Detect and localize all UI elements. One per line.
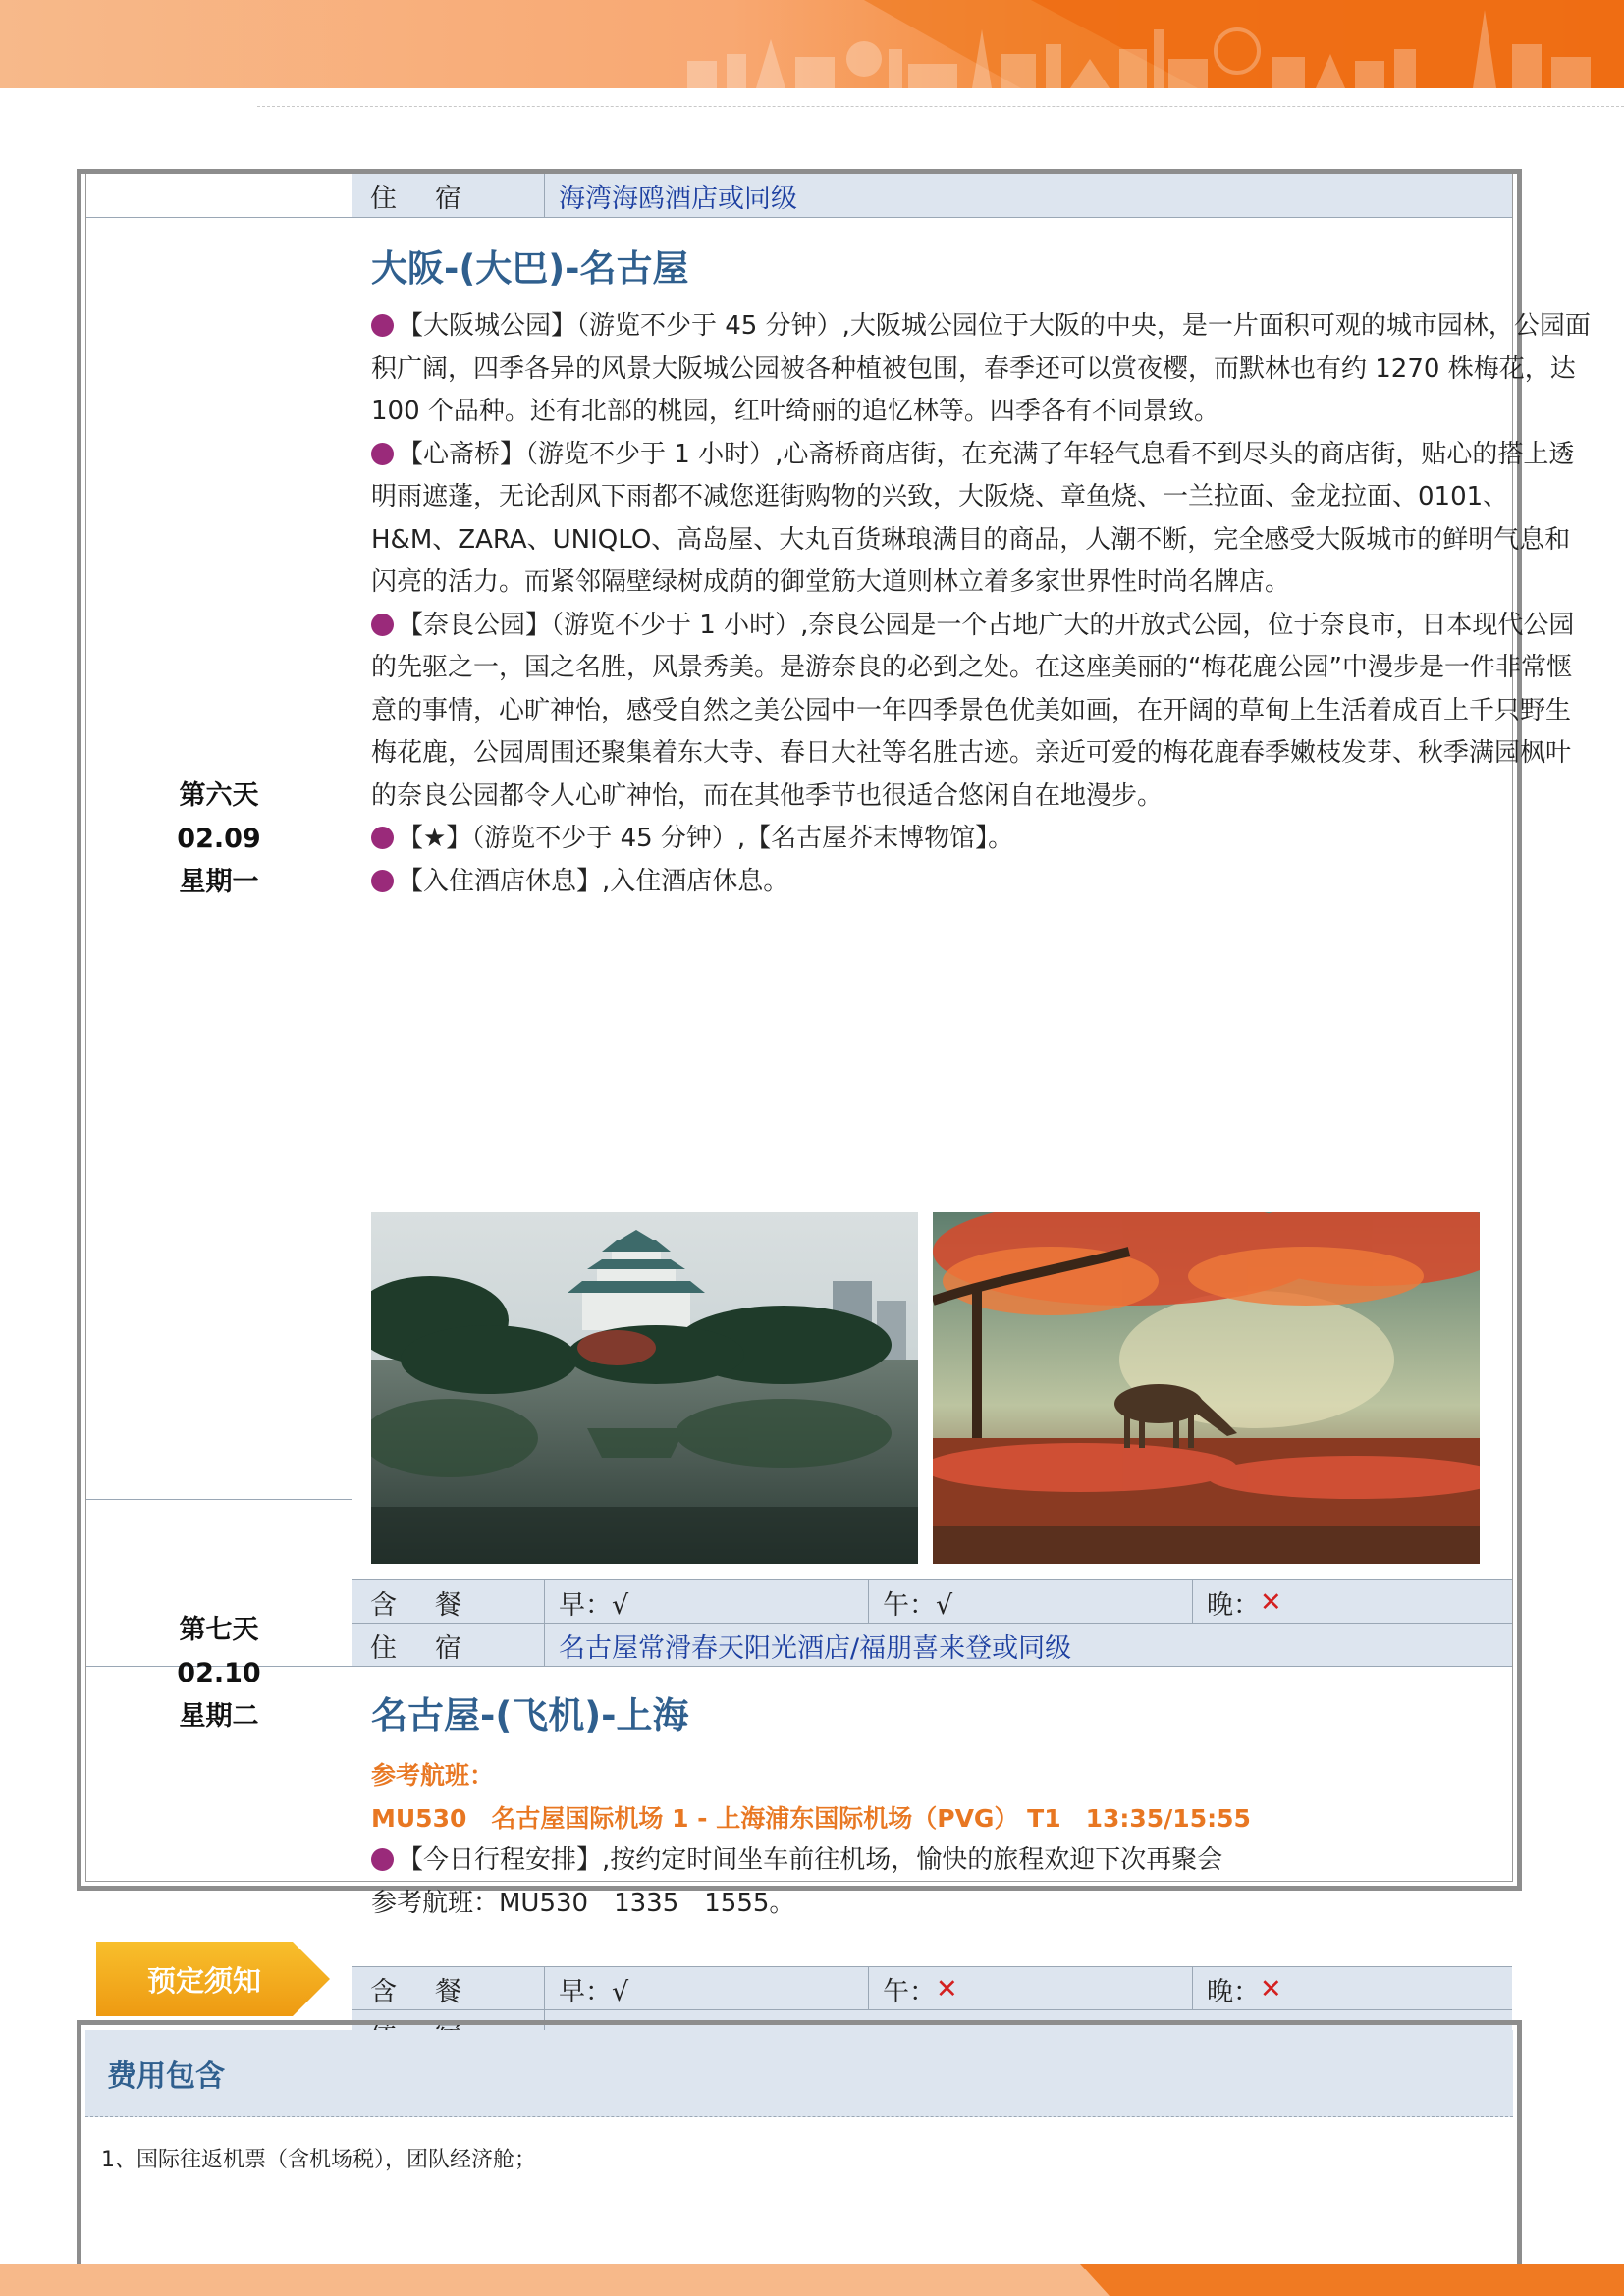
osaka-castle-photo <box>371 1212 918 1564</box>
page-footer-band <box>0 2264 1624 2296</box>
prev-hotel-row <box>352 174 1512 217</box>
nara-deer-photo <box>933 1212 1480 1564</box>
fee-header <box>85 2030 1513 2117</box>
breakfast-status: 早：√ <box>559 1589 629 1621</box>
ref-flight: 参考航班：MU530 1335 1555。 <box>371 1888 795 1918</box>
day6-weekday: 星期一 <box>179 867 259 897</box>
lunch-status: 午：√ <box>883 1589 953 1621</box>
lunch-label: 午： <box>883 1976 936 2007</box>
cross-icon: ✕ <box>1260 1973 1282 2004</box>
bullet-dot-icon <box>371 827 394 849</box>
list-item: 【★】（游览不少于 45 分钟）,【名古屋芥末博物馆】。 <box>371 818 1595 861</box>
cross-icon: ✕ <box>936 1973 958 2004</box>
bullet-dot-icon <box>371 614 394 636</box>
list-item: 【大阪城公园】（游览不少于 45 分钟）,大阪城公园位于大阪的中央，是一片面积可观的城市园林，公园面积广阔，四季各异的风景大阪城公园被各种植被包围，春季还可以赏夜樱，而默林也有约 1270 株梅花，达 100 个品种。还有北部的桃园，红叶绮丽的追忆林等。四季各有不同景致。 <box>371 311 1591 426</box>
fee-included-box <box>77 2020 1522 2264</box>
flight-line: MU530 名古屋国际机场 1 - 上海浦东国际机场（PVG） T1 13:35/15:55 <box>371 1803 1251 1833</box>
hotel-label: 住 宿 <box>370 183 467 214</box>
day6-date-block <box>86 774 352 904</box>
hotel-label: 住 宿 <box>370 1632 467 1664</box>
day7-weekday: 星期二 <box>179 1701 259 1732</box>
day7-meal-row <box>352 1966 1512 2010</box>
list-item: 【心斋桥】（游览不少于 1 小时）,心斋桥商店街，在充满了年轻气息看不到尽头的商店街，贴心的搭上透明雨遮蓬，无论刮风下雨都不减您逛街购物的兴致，大阪烧、章鱼烧、一兰拉面、金龙拉面、0101、H&M、ZARA、UNIQLO、高岛屋、大丸百货琳琅满目的商品，人潮不断，完全感受大阪城市的鲜明气息和闪亮的活力。而紧邻隔壁绿树成荫的御堂筋大道则林立着多家世界性时尚名牌店。 <box>371 439 1575 597</box>
day7-date: 02.10 <box>177 1658 261 1688</box>
day6-itinerary-text <box>371 305 1595 903</box>
meal-label: 含 餐 <box>370 1976 467 2007</box>
dinner-label: 晚： <box>1207 1589 1260 1621</box>
day7-itinerary-text <box>371 1754 1595 1925</box>
day7-date-block <box>86 1609 352 1738</box>
list-item: 【奈良公园】（游览不少于 1 小时）,奈良公园是一个占地广大的开放式公园，位于奈良市，日本现代公园的先驱之一，国之名胜，风景秀美。是游奈良的必到之处。在这座美丽的“梅花鹿公园”中漫步是一件非常惬意的事情，心旷神怡，感受自然之美公园中一年四季景色优美如画，在开阔的草甸上生活着成百上千只野生梅花鹿，公园周围还聚集着东大寺、春日大社等名胜古迹。亲近可爱的梅花鹿春季嫩枝发芽、秋季满园枫叶的奈良公园都令人心旷神怡，而在其他季节也很适合悠闲自在地漫步。 <box>371 610 1575 811</box>
prev-day-cell <box>86 174 352 217</box>
day-separator <box>86 1499 352 1500</box>
page-header-banner <box>0 0 1624 88</box>
bullet-dot-icon <box>371 870 394 892</box>
fee-title: 费用包含 <box>107 2059 225 2094</box>
breakfast-status: 早：√ <box>559 1976 629 2007</box>
day6-meal-row <box>352 1579 1512 1624</box>
day7-day-label: 第七天 <box>179 1615 259 1645</box>
fee-line: 1、国际往返机票（含机场税），团队经济舱； <box>101 2148 536 2172</box>
notice-tag-label: 预定须知 <box>146 1963 261 1998</box>
list-item: 【入住酒店休息】,入住酒店休息。 <box>371 861 1595 904</box>
header-divider <box>257 106 1624 107</box>
meal-label: 含 餐 <box>370 1589 467 1621</box>
day6-hotel-row <box>352 1623 1512 1667</box>
bullet-dot-icon <box>371 443 394 465</box>
bullet-dot-icon <box>371 314 394 337</box>
flight-ref-label: 参考航班： <box>371 1761 495 1789</box>
day6-date: 02.09 <box>177 824 261 854</box>
list-item: 【今日行程安排】,按约定时间坐车前往机场，愉快的旅程欢迎下次再聚会 <box>371 1840 1595 1883</box>
hotel-value: 海湾海鸥酒店或同级 <box>559 183 797 214</box>
day6-day-label: 第六天 <box>179 780 259 811</box>
notice-section-tag <box>96 1942 330 2016</box>
hotel-value: 名古屋常滑春天阳光酒店/福朋喜来登或同级 <box>559 1632 1072 1664</box>
city-skyline-banner <box>0 0 1624 88</box>
day6-title: 大阪-(大巴)-名古屋 <box>371 247 689 290</box>
day7-title: 名古屋-(飞机)-上海 <box>371 1694 689 1736</box>
dinner-label: 晚： <box>1207 1976 1260 2007</box>
bullet-dot-icon <box>371 1848 394 1871</box>
cross-icon: ✕ <box>1260 1586 1282 1618</box>
